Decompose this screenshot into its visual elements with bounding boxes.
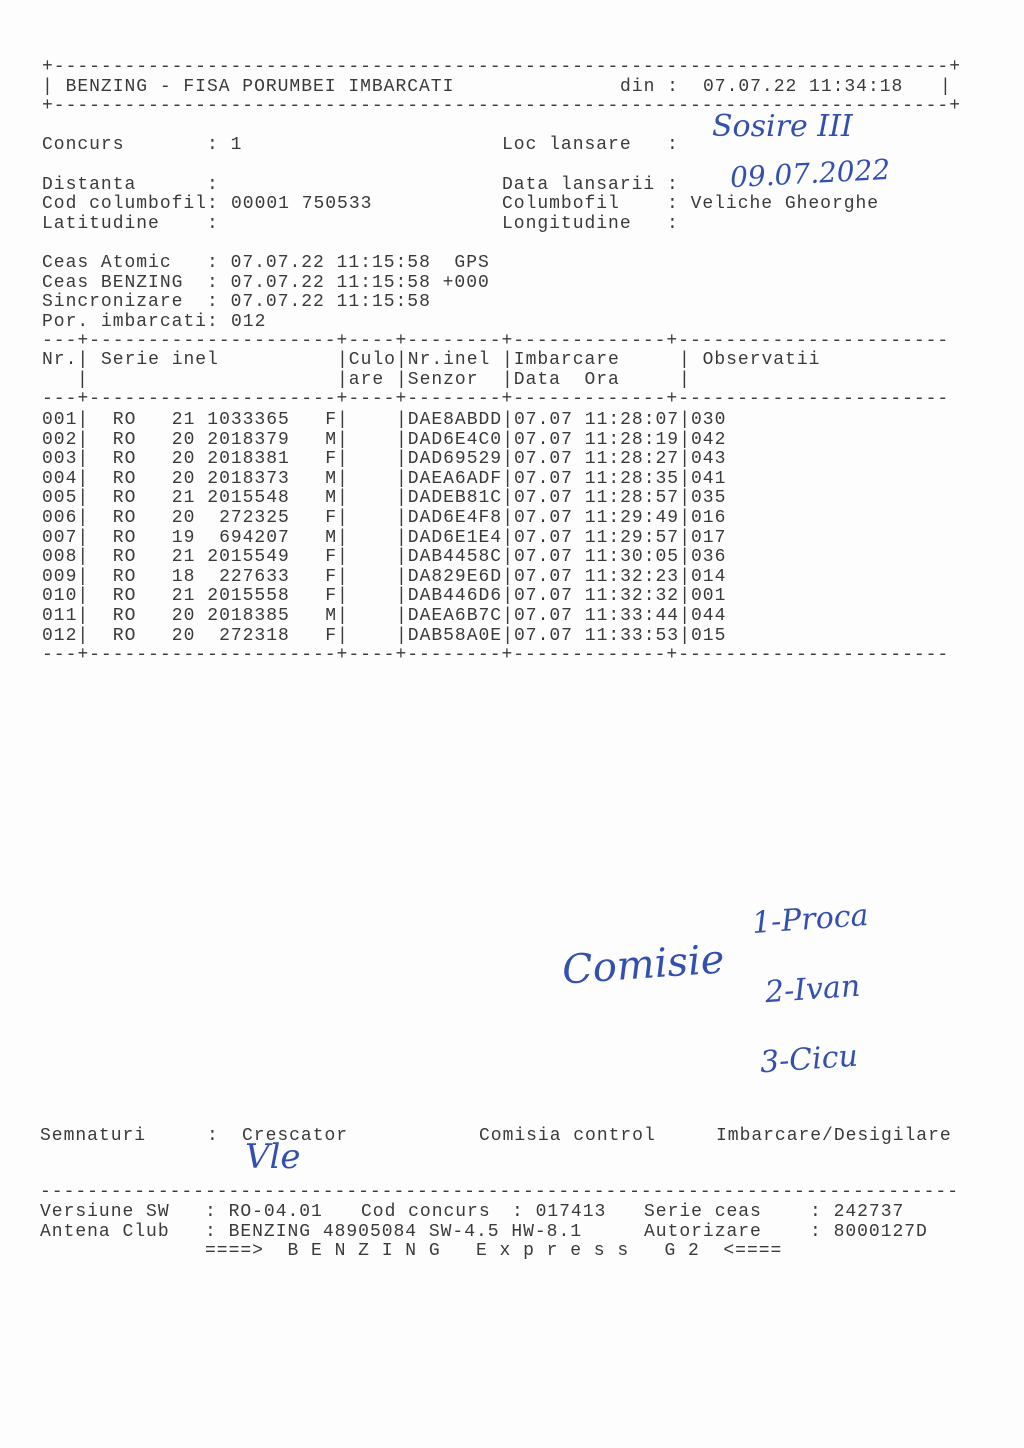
row-country: RO [112,625,137,646]
row-ring: 2015549 [207,547,290,568]
row-year: 20 [171,508,196,528]
cell-separator: | [502,410,514,430]
cell-separator: | [77,449,90,470]
row-date: 07.07 [514,449,573,470]
row-obs: 030 [691,410,727,430]
cell-separator: | [396,508,408,528]
cell-separator: | [502,449,514,470]
print-date-label: din : [620,77,679,97]
col-header-culoare: |Culo [337,350,396,370]
latitudine-label: Latitudine [42,214,160,234]
row-time: 11:29:57 [584,527,680,548]
cod-columbofil-value: 00001 750533 [231,194,373,214]
row-date: 07.07 [514,625,573,646]
table-rule-mid: ---+---------------------+----+--------+-------------+----------------------- [42,389,950,409]
col-header-nr: Nr.| [42,350,90,370]
row-country: RO [112,606,137,626]
row-sensor: DAEA6B7C [407,606,503,626]
col-header-culoare-2: |are [337,370,385,390]
cell-separator: | [337,429,349,450]
concurs-label: Concurs [42,135,125,155]
row-sex: F [325,449,337,470]
row-year: 20 [171,606,196,626]
cell-separator: | [396,547,408,568]
cell-separator: | [77,527,90,548]
row-ring: 227633 [219,566,290,587]
row-date: 07.07 [514,429,573,450]
crescator-signature: Vle [245,1137,301,1177]
loc-lansare-colon: : [667,135,679,155]
row-ring: 272318 [219,625,290,646]
row-sex: F [325,547,337,568]
row-time: 11:33:53 [584,625,680,646]
row-ring: 2018373 [207,468,290,489]
row-date: 07.07 [514,468,573,489]
row-country: RO [112,410,137,430]
cell-separator: | [77,566,90,587]
row-country: RO [112,429,137,450]
row-date: 07.07 [514,547,573,568]
cell-separator: | [502,468,514,489]
row-nr: 012 [42,625,78,646]
ceas-atomic-value: : 07.07.22 11:15:58 GPS [207,253,490,273]
distanta-colon: : [207,175,219,195]
row-country: RO [112,527,137,548]
row-obs: 044 [691,606,727,626]
cell-separator: | [396,527,408,548]
row-date: 07.07 [514,488,573,509]
row-sex: F [325,566,337,587]
cell-separator: | [337,625,349,646]
cell-separator: | [396,449,408,470]
header-rule-bottom: +----------------------------------------------------------------------------+ [42,96,961,116]
cell-separator: | [679,586,691,607]
row-year: 20 [171,468,196,489]
autorizare-value: : 8000127D [810,1222,928,1242]
cell-separator: | [337,468,349,489]
cell-separator: | [396,566,408,587]
cell-separator: | [337,410,349,430]
cell-separator: | [679,468,691,489]
row-country: RO [112,566,137,587]
row-obs: 015 [691,625,727,646]
cell-separator: | [337,566,349,587]
longitudine-label: Longitudine [502,214,632,234]
cell-separator: | [396,606,408,626]
row-ring: 2018379 [207,429,290,450]
cell-separator: | [396,429,408,450]
handwritten-member-1: 1-Proca [750,897,870,942]
row-sensor: DAD6E1E4 [407,527,503,548]
handwritten-member-2: 2-Ivan [763,968,862,1011]
serie-ceas-value: : 242737 [810,1202,905,1222]
row-year: 21 [171,488,196,509]
cell-separator: | [77,488,90,509]
cell-separator: | [337,488,349,509]
sincronizare-value: : 07.07.22 11:15:58 [207,292,431,312]
handwritten-member-3: 3-Cicu [758,1038,859,1081]
row-nr: 010 [42,586,78,607]
cell-separator: | [502,566,514,587]
cod-concurs-value: : 017413 [512,1202,607,1222]
row-time: 11:28:27 [584,449,680,470]
cell-separator: | [679,410,691,430]
cell-separator: | [502,527,514,548]
row-nr: 005 [42,488,78,509]
row-sensor: DAE8ABDD [407,410,503,430]
handwritten-data-lansarii: 09.07.2022 [729,152,892,195]
cell-separator: | [77,625,90,646]
ceas-benzing-value: : 07.07.22 11:15:58 +000 [207,273,490,293]
row-nr: 003 [42,449,78,470]
row-ring: 272325 [219,508,290,528]
cell-separator: | [77,547,90,568]
col-header-imbarcare: |Imbarcare [502,350,620,370]
row-country: RO [112,586,137,607]
row-sensor: DA829E6D [407,566,503,587]
row-sex: F [325,586,337,607]
row-sex: F [325,410,337,430]
cell-separator: | [337,547,349,568]
antena-club-value: : BENZING 48905084 SW-4.5 HW-8.1 [205,1222,583,1242]
row-obs: 041 [691,468,727,489]
row-ring: 2015558 [207,586,290,607]
cell-separator: | [679,449,691,470]
row-nr: 006 [42,508,78,528]
row-ring: 694207 [219,527,290,548]
cell-separator: | [337,527,349,548]
cell-separator: | [77,468,90,489]
versiune-sw-label: Versiune SW [40,1202,170,1222]
row-time: 11:30:05 [584,547,680,568]
col-header-data-ora: |Data Ora [502,370,620,390]
row-obs: 036 [691,547,727,568]
cell-separator: | [502,586,514,607]
col-header-observatii: | Observatii [679,350,821,370]
loc-lansare-label: Loc lansare [502,135,632,155]
row-ring: 1033365 [207,410,290,430]
row-year: 20 [171,429,196,450]
document-title: | BENZING - FISA PORUMBEI IMBARCATI [42,77,455,97]
concurs-value: : 1 [207,135,243,155]
row-time: 11:32:32 [584,586,680,607]
por-imbarcati-value: 012 [231,312,267,332]
row-sensor: DAD69529 [407,449,503,470]
row-country: RO [112,449,137,470]
cell-separator: | [679,566,691,587]
row-ring: 2018385 [207,606,290,626]
row-obs: 035 [691,488,727,509]
row-date: 07.07 [514,586,573,607]
row-country: RO [112,488,137,509]
row-nr: 007 [42,527,78,548]
col-header-serie-inel: Serie inel [101,350,219,370]
row-sex: F [325,508,337,528]
row-nr: 002 [42,429,78,450]
col-header-pipe: | [77,370,89,390]
row-time: 11:29:49 [584,508,680,528]
handwritten-comisie: Comisie [560,936,726,994]
cod-columbofil-label: Cod columbofil: [42,194,219,214]
distanta-label: Distanta [42,175,137,195]
cell-separator: | [337,606,349,626]
cell-separator: | [337,449,349,470]
antena-club-label: Antena Club [40,1222,170,1242]
row-nr: 009 [42,566,78,587]
cell-separator: | [679,508,691,528]
por-imbarcati-label: Por. imbarcati: [42,312,219,332]
cell-separator: | [679,527,691,548]
row-obs: 016 [691,508,727,528]
col-header-pipe-2: | [679,370,691,390]
row-year: 18 [171,566,196,587]
header-rule-top: +----------------------------------------------------------------------------+ [42,57,961,77]
row-time: 11:28:19 [584,429,680,450]
latitudine-colon: : [207,214,219,234]
row-time: 11:32:23 [584,566,680,587]
semnaturi-label: Semnaturi [40,1126,147,1146]
data-lansarii-colon: : [667,175,679,195]
row-obs: 014 [691,566,727,587]
row-year: 21 [171,410,196,430]
autorizare-label: Autorizare [644,1222,762,1242]
versiune-sw-value: : RO-04.01 [205,1202,323,1222]
row-sex: M [325,606,337,626]
cell-separator: | [77,410,90,430]
row-nr: 011 [42,606,78,626]
longitudine-colon: : [667,214,679,234]
row-time: 11:28:35 [584,468,680,489]
row-date: 07.07 [514,410,573,430]
row-sex: M [325,488,337,509]
cell-separator: | [77,508,90,528]
crescator-label: Crescator [242,1126,349,1146]
cell-separator: | [502,429,514,450]
cell-separator: | [502,606,514,626]
cell-separator: | [396,410,408,430]
cell-separator: | [679,429,691,450]
cell-separator: | [679,606,691,626]
row-obs: 001 [691,586,727,607]
row-nr: 004 [42,468,78,489]
cell-separator: | [679,625,691,646]
row-time: 11:28:07 [584,410,680,430]
data-lansarii-label: Data lansarii [502,175,656,195]
row-sensor: DAD6E4F8 [407,508,503,528]
row-year: 21 [171,586,196,607]
handwritten-loc-lansare: Sosire III [712,109,853,144]
sincronizare-label: Sincronizare [42,292,184,312]
row-year: 20 [171,449,196,470]
cell-separator: | [396,625,408,646]
cell-separator: | [502,547,514,568]
row-country: RO [112,508,137,528]
row-sex: M [325,468,337,489]
serie-ceas-label: Serie ceas [644,1202,762,1222]
cell-separator: | [679,488,691,509]
row-date: 07.07 [514,527,573,548]
cell-separator: | [502,508,514,528]
row-country: RO [112,468,137,489]
table-rule-bottom: ---+---------------------+----+--------+-------------+----------------------- [42,645,950,665]
row-nr: 001 [42,410,78,430]
cell-separator: | [337,508,349,528]
cell-separator: | [679,547,691,568]
row-sensor: DAD6E4C0 [407,429,503,450]
row-sensor: DADEB81C [407,488,503,509]
cod-concurs-label: Cod concurs [361,1202,491,1222]
row-time: 11:28:57 [584,488,680,509]
row-date: 07.07 [514,508,573,528]
row-sensor: DAB58A0E [407,625,503,646]
row-year: 21 [171,547,196,568]
cell-separator: | [396,468,408,489]
row-ring: 2015548 [207,488,290,509]
col-header-nr-inel: |Nr.inel [396,350,491,370]
row-sex: M [325,429,337,450]
row-country: RO [112,547,137,568]
imbarcare-desigilare-label: Imbarcare/Desigilare [716,1126,952,1146]
row-sensor: DAB4458C [407,547,503,568]
col-header-senzor: |Senzor [396,370,479,390]
benzing-express-banner: ====> B E N Z I N G E x p r e s s G 2 <==== [205,1241,783,1261]
row-obs: 042 [691,429,727,450]
semnaturi-colon: : [207,1126,219,1146]
ceas-atomic-label: Ceas Atomic [42,253,172,273]
cell-separator: | [502,488,514,509]
row-year: 19 [171,527,196,548]
row-ring: 2018381 [207,449,290,470]
row-sensor: DAB446D6 [407,586,503,607]
print-date-value: 07.07.22 11:34:18 [703,77,904,97]
row-year: 20 [171,625,196,646]
table-rule-top: ---+---------------------+----+--------+-------------+----------------------- [42,331,950,351]
row-date: 07.07 [514,606,573,626]
cell-separator: | [396,488,408,509]
columbofil-label: Columbofil [502,194,620,214]
row-sensor: DAEA6ADF [407,468,503,489]
row-nr: 008 [42,547,78,568]
cell-separator: | [77,606,90,626]
row-time: 11:33:44 [584,606,680,626]
cell-separator: | [77,586,90,607]
row-obs: 043 [691,449,727,470]
footer-rule: ------------------------------------------------------------------------------ [40,1182,959,1202]
header-end-pipe: | [940,77,952,97]
row-sex: F [325,625,337,646]
comisia-control-label: Comisia control [479,1126,656,1146]
ceas-benzing-label: Ceas BENZING [42,273,184,293]
cell-separator: | [77,429,90,450]
cell-separator: | [337,586,349,607]
row-sex: M [325,527,337,548]
cell-separator: | [396,586,408,607]
row-obs: 017 [691,527,727,548]
cell-separator: | [502,625,514,646]
columbofil-value: : Veliche Gheorghe [667,194,880,214]
row-date: 07.07 [514,566,573,587]
